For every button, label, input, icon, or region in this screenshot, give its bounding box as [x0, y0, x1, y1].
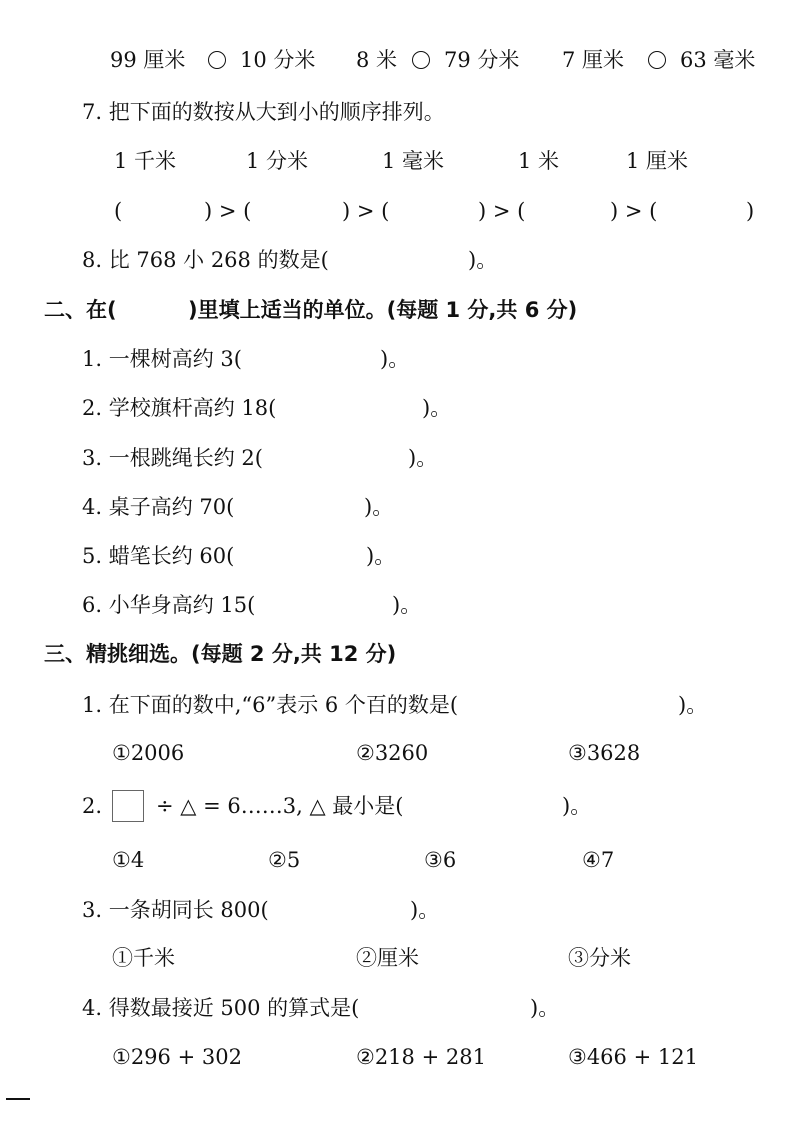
s3-q3-text: 3. 一条胡同长 800( — [82, 898, 269, 922]
compare-a-right: 10 分米 — [240, 48, 316, 72]
q7-blank-4[interactable] — [546, 195, 612, 225]
option[interactable]: ①296 + 302 — [112, 1045, 242, 1069]
option[interactable]: ①千米 — [112, 946, 175, 970]
q7-blank-2[interactable] — [270, 195, 336, 225]
s3-q2-expr: ÷ △ = 6……3, △ 最小是( — [156, 794, 404, 818]
item-tail: )。 — [408, 446, 438, 470]
option[interactable]: ②5 — [268, 848, 301, 872]
item-tail: )。 — [380, 347, 410, 371]
q7-item: 1 千米 — [114, 149, 177, 173]
answer-blank[interactable] — [334, 392, 418, 422]
compare-b-left: 8 米 — [356, 48, 398, 72]
s3-q2-tail: )。 — [562, 794, 592, 818]
option[interactable]: ①2006 — [112, 741, 185, 765]
q7-prompt: 7. 把下面的数按从大到小的顺序排列。 — [82, 100, 445, 124]
s3-q4-tail: )。 — [530, 996, 560, 1020]
page-edge-mark — [6, 1098, 30, 1100]
q7-gt: ) > ( — [204, 199, 252, 223]
compare-c-left: 7 厘米 — [562, 48, 625, 72]
square-box-icon — [112, 790, 144, 823]
compare-b-right: 79 分米 — [444, 48, 520, 72]
item-text: 2. 学校旗杆高约 18( — [82, 396, 277, 420]
q7-gt: ) > ( — [610, 199, 658, 223]
option[interactable]: ③466 + 121 — [568, 1045, 698, 1069]
option[interactable]: ②3260 — [356, 741, 429, 765]
item-text: 6. 小华身高约 15( — [82, 593, 256, 617]
q7-gt: ) > ( — [478, 199, 526, 223]
s3-q3-tail: )。 — [410, 898, 440, 922]
option[interactable]: ③分米 — [568, 946, 631, 970]
item-text: 4. 桌子高约 70( — [82, 495, 235, 519]
q7-item: 1 分米 — [246, 149, 309, 173]
q7-close-paren: ) — [746, 199, 755, 223]
q7-item: 1 毫米 — [382, 149, 445, 173]
compare-circle-icon[interactable] — [204, 44, 230, 76]
section2-title-a: 二、在( — [44, 298, 117, 322]
q7-blank-1[interactable] — [132, 195, 202, 225]
answer-blank[interactable] — [292, 343, 376, 373]
q7-open-paren: ( — [114, 199, 123, 223]
answer-blank[interactable] — [300, 589, 384, 619]
answer-blank[interactable] — [590, 689, 674, 719]
q8-text: 8. 比 768 小 268 的数是( — [82, 248, 329, 272]
section2-title-blank — [124, 294, 184, 324]
s3-q4-text: 4. 得数最接近 500 的算式是( — [82, 996, 360, 1020]
q7-item: 1 厘米 — [626, 149, 689, 173]
item-text: 3. 一根跳绳长约 2( — [82, 446, 263, 470]
section3-title: 三、精挑细选。(每题 2 分,共 12 分) — [44, 642, 397, 666]
option[interactable]: ③3628 — [568, 741, 641, 765]
item-tail: )。 — [364, 495, 394, 519]
item-text: 5. 蜡笔长约 60( — [82, 544, 235, 568]
compare-c-right: 63 毫米 — [680, 48, 756, 72]
q7-blank-3[interactable] — [408, 195, 474, 225]
answer-blank[interactable] — [474, 790, 558, 820]
option[interactable]: ④7 — [582, 848, 615, 872]
compare-a-left: 99 厘米 — [110, 48, 186, 72]
option[interactable]: ①4 — [112, 848, 145, 872]
item-tail: )。 — [392, 593, 422, 617]
s3-q1-tail: )。 — [678, 693, 708, 717]
q8-blank[interactable] — [380, 244, 464, 274]
item-tail: )。 — [422, 396, 452, 420]
answer-blank[interactable] — [274, 491, 358, 521]
q8-tail: )。 — [468, 248, 498, 272]
section2-title-b: )里填上适当的单位。(每题 1 分,共 6 分) — [188, 298, 578, 322]
item-tail: )。 — [366, 544, 396, 568]
answer-blank[interactable] — [276, 540, 360, 570]
answer-blank[interactable] — [318, 442, 402, 472]
q7-gt: ) > ( — [342, 199, 390, 223]
answer-blank[interactable] — [322, 894, 406, 924]
compare-circle-icon[interactable] — [408, 44, 434, 76]
q7-blank-5[interactable] — [676, 195, 742, 225]
s3-q2-num: 2. — [82, 794, 103, 818]
option[interactable]: ②218 + 281 — [356, 1045, 486, 1069]
option[interactable]: ③6 — [424, 848, 457, 872]
s3-q1-text: 1. 在下面的数中,“6”表示 6 个百的数是( — [82, 693, 459, 717]
item-text: 1. 一棵树高约 3( — [82, 347, 242, 371]
compare-circle-icon[interactable] — [644, 44, 670, 76]
q7-item: 1 米 — [518, 149, 560, 173]
answer-blank[interactable] — [436, 992, 520, 1022]
option[interactable]: ②厘米 — [356, 946, 419, 970]
